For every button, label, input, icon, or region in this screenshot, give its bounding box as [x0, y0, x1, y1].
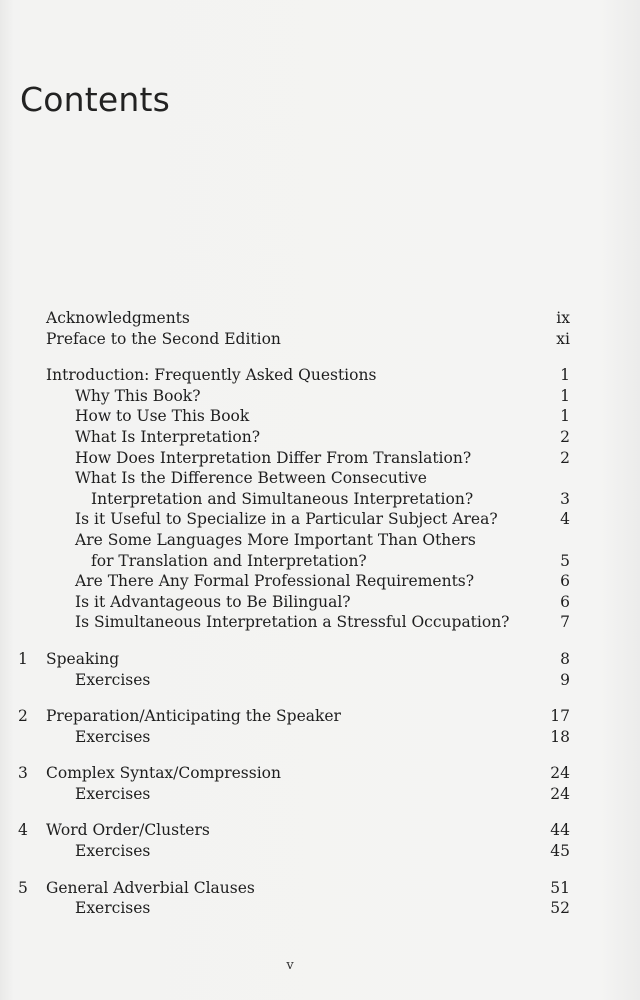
toc-chapter-exercises — [0, 841, 640, 862]
exercises-title: Exercises — [75, 899, 151, 918]
toc-chapter — [0, 649, 640, 670]
toc-entry-page: ix — [556, 309, 570, 327]
chapter-title: Word Order/Clusters — [46, 821, 210, 840]
toc-subentry-title: Is it Useful to Specialize in a Particular Subject Area? — [75, 510, 498, 529]
toc-entry-acknowledgments — [0, 308, 640, 329]
toc-subentry-title: Interpretation and Simultaneous Interpretation? — [91, 489, 474, 508]
toc-subentry — [0, 386, 640, 407]
table-of-contents — [0, 308, 640, 919]
toc-subentry-page: 7 — [560, 613, 570, 632]
toc-subentry-title: Is it Advantageous to Be Bilingual? — [75, 592, 351, 611]
toc-subentry — [0, 530, 640, 551]
exercises-page: 9 — [560, 670, 570, 689]
exercises-page: 24 — [550, 784, 570, 803]
chapter-title: Speaking — [46, 649, 120, 668]
toc-subentry — [0, 448, 640, 469]
chapter-page: 24 — [550, 764, 570, 783]
chapter-number: 1 — [18, 649, 28, 668]
toc-subentry-title: Are There Any Formal Professional Requirements? — [75, 572, 475, 591]
chapter-page: 17 — [550, 707, 570, 726]
toc-subentry-title: What Is the Difference Between Consecutive — [75, 469, 427, 488]
toc-subentry-title: Is Simultaneous Interpretation a Stressful Occupation? — [75, 613, 510, 632]
chapter-title: Complex Syntax/Compression — [46, 764, 281, 783]
toc-subentry-title: How to Use This Book — [75, 407, 250, 426]
toc-entry-preface — [0, 329, 640, 350]
chapter-page: 44 — [550, 821, 570, 840]
toc-subentry-title: What Is Interpretation? — [75, 427, 261, 446]
exercises-page: 18 — [550, 727, 570, 746]
toc-subentry-page: 2 — [560, 448, 570, 467]
toc-subentry — [0, 509, 640, 530]
toc-chapter-exercises — [0, 727, 640, 748]
chapter-number: 4 — [18, 821, 28, 840]
exercises-title: Exercises — [75, 670, 151, 689]
toc-subentry-page: 1 — [560, 407, 570, 426]
exercises-page: 45 — [550, 842, 570, 861]
chapter-title: Preparation/Anticipating the Speaker — [46, 707, 341, 726]
toc-subentry — [0, 571, 640, 592]
toc-subentry — [0, 406, 640, 427]
toc-subentry — [0, 612, 640, 633]
toc-subentry-continuation — [0, 489, 640, 510]
toc-entry-title: Acknowledgments — [46, 309, 190, 327]
toc-subentry-page: 6 — [560, 572, 570, 591]
page-number: v — [286, 958, 294, 973]
toc-subentry-title: Are Some Languages More Important Than Others — [75, 530, 476, 549]
toc-subentry — [0, 427, 640, 448]
toc-chapter-exercises — [0, 784, 640, 805]
exercises-page: 52 — [550, 899, 570, 918]
toc-subentry-page: 3 — [560, 489, 570, 508]
toc-subentry-page: 6 — [560, 592, 570, 611]
toc-subentry — [0, 468, 640, 489]
toc-subentry-page: 5 — [560, 551, 570, 570]
toc-chapter — [0, 878, 640, 899]
toc-subentry-page: 1 — [560, 386, 570, 405]
toc-chapter — [0, 763, 640, 784]
toc-entry-page: 1 — [560, 366, 570, 385]
toc-entry-introduction — [0, 365, 640, 386]
toc-subentry-title: Why This Book? — [75, 386, 201, 405]
toc-subentry-page: 4 — [560, 510, 570, 529]
toc-chapter — [0, 820, 640, 841]
toc-chapter-exercises — [0, 670, 640, 691]
toc-chapter-exercises — [0, 898, 640, 919]
chapter-number: 3 — [18, 764, 28, 783]
toc-subentry-continuation — [0, 551, 640, 572]
exercises-title: Exercises — [75, 727, 151, 746]
chapter-number: 2 — [18, 707, 28, 726]
chapter-page: 8 — [560, 649, 570, 668]
toc-entry-title: Introduction: Frequently Asked Questions — [46, 366, 377, 385]
toc-entry-page: xi — [556, 329, 570, 348]
toc-subentry — [0, 592, 640, 613]
chapter-page: 51 — [550, 878, 570, 897]
chapter-title: General Adverbial Clauses — [46, 878, 255, 897]
exercises-title: Exercises — [75, 784, 151, 803]
toc-chapter — [0, 706, 640, 727]
toc-subentry-title: How Does Interpretation Differ From Translation? — [75, 448, 472, 467]
toc-subentry-title: for Translation and Interpretation? — [91, 551, 367, 570]
contents-heading: Contents — [20, 80, 171, 119]
chapter-number: 5 — [18, 878, 28, 897]
exercises-title: Exercises — [75, 842, 151, 861]
toc-subentry-page: 2 — [560, 427, 570, 446]
toc-entry-title: Preface to the Second Edition — [46, 329, 281, 348]
